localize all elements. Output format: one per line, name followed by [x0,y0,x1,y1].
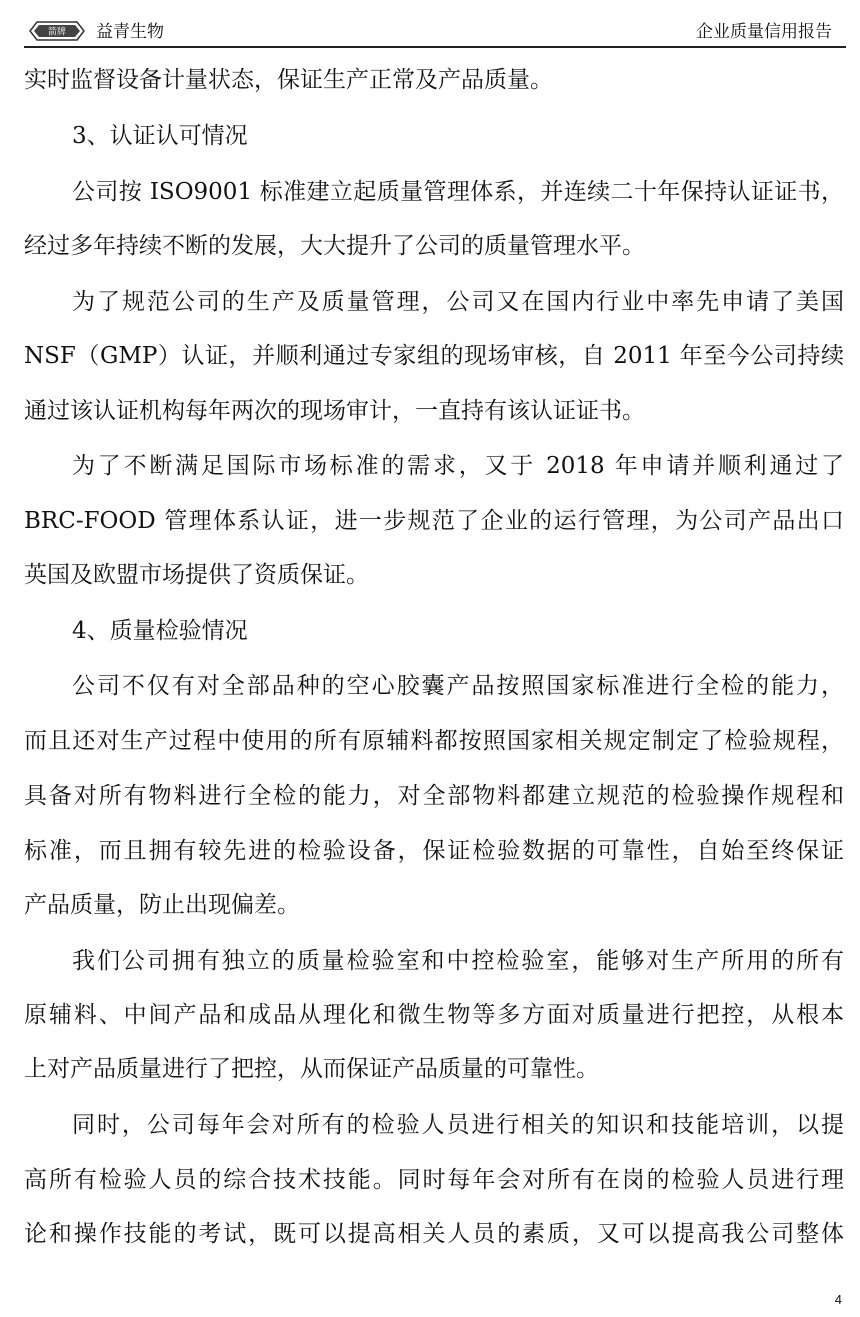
paragraph-line: NSF（GMP）认证，并顺利通过专家组的现场审核，自 2011 年至今公司持续 [24,343,844,369]
page-number: 4 [834,1292,842,1307]
paragraph-line: 论和操作技能的考试，既可以提高相关人员的素质，又可以提高我公司整体 [24,1221,844,1247]
paragraph-line: 我们公司拥有独立的质量检验室和中控检验室，能够对生产所用的所有 [72,948,844,974]
paragraph-line: 原辅料、中间产品和成品从理化和微生物等多方面对质量进行把控，从根本 [24,1002,844,1028]
paragraph-line: 标准，而且拥有较先进的检验设备，保证检验数据的可靠性，自始至终保证 [24,838,844,864]
page-header [24,6,846,48]
brand-logo [28,20,86,42]
paragraph-line: 而且还对生产过程中使用的所有原辅料都按照国家相关规定制定了检验规程， [24,728,844,754]
logo-text: 箭牌 [47,27,67,38]
paragraph-line: 通过该认证机构每年两次的现场审计，一直持有该认证证书。 [24,398,645,424]
paragraph-line: BRC-FOOD 管理体系认证，进一步规范了企业的运行管理，为公司产品出口 [24,508,844,534]
paragraph-line: 具备对所有物料进行全检的能力，对全部物料都建立规范的检验操作规程和 [24,783,844,809]
paragraph-line: 英国及欧盟市场提供了资质保证。 [24,562,369,588]
paragraph-line: 为了规范公司的生产及质量管理，公司又在国内行业中率先申请了美国 [72,289,844,315]
paragraph-line: 高所有检验人员的综合技术技能。同时每年会对所有在岗的检验人员进行理 [24,1167,844,1193]
paragraph-line: 公司不仅有对全部品种的空心胶囊产品按照国家标准进行全检的能力， [72,673,844,699]
paragraph-line: 经过多年持续不断的发展，大大提升了公司的质量管理水平。 [24,233,645,259]
paragraph-line: 实时监督设备计量状态，保证生产正常及产品质量。 [24,67,553,93]
paragraph-line: 公司按 ISO9001 标准建立起质量管理体系，并连续二十年保持认证证书， [72,179,844,205]
paragraph-line: 产品质量，防止出现偏差。 [24,892,300,918]
paragraph-line: 同时，公司每年会对所有的检验人员进行相关的知识和技能培训，以提 [72,1112,844,1138]
report-title: 企业质量信用报告 [696,22,832,42]
company-name: 益青生物 [96,22,164,42]
section-heading: 4、质量检验情况 [72,618,248,644]
section-heading: 3、认证认可情况 [72,123,248,149]
brand-logo-emblem [28,20,86,42]
paragraph-line: 为了不断满足国际市场标准的需求，又于 2018 年申请并顺利通过了 [72,453,844,479]
paragraph-line: 上对产品质量进行了把控，从而保证产品质量的可靠性。 [24,1056,599,1082]
